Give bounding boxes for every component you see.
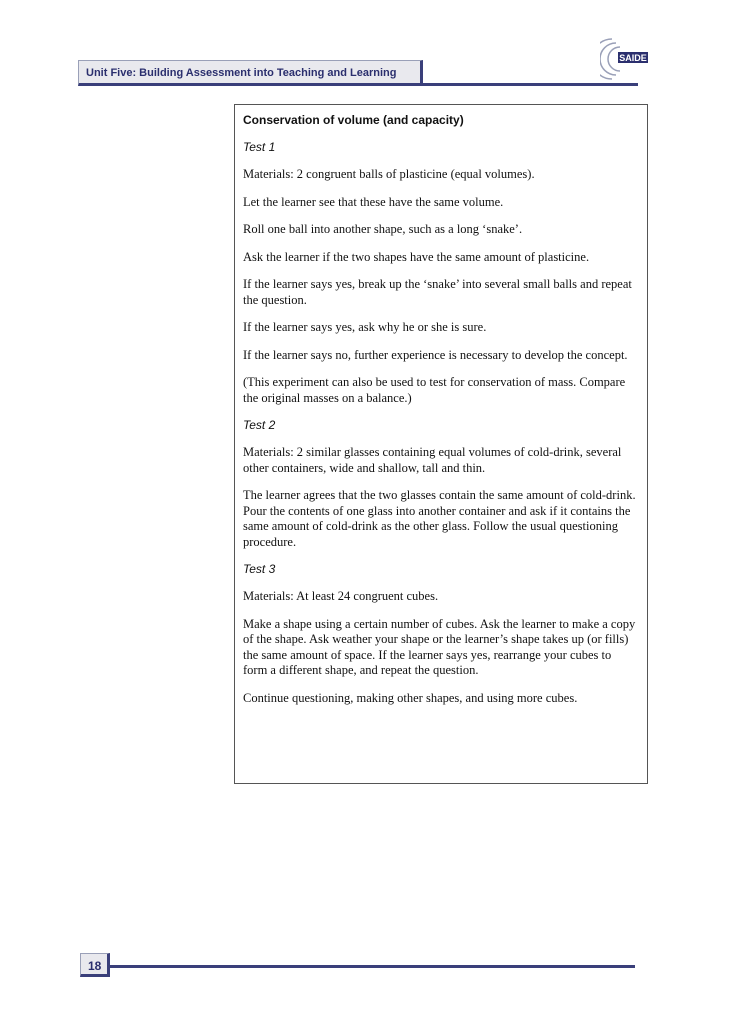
test-3-step-2: Continue questioning, making other shapes, and using more cubes. bbox=[243, 690, 578, 705]
activity-content bbox=[243, 113, 638, 718]
test-2-step-1: The learner agrees that the two glasses contain the same amount of cold-drink. Pour the contents of one glass into another container and ask if it contains the same amount of cold-drink as the other glass. Follow the usual questioning procedure. bbox=[243, 488, 636, 549]
unit-title: Unit Five: Building Assessment into Teaching and Learning bbox=[86, 67, 397, 79]
test-3-step-1: Make a shape using a certain number of cubes. Ask the learner to make a copy of the shape. Ask weather your shape or the learner’s shape takes up (or fills) the same amount of space. If the learner says yes, rearrange your cubes to form a different shape, and repeat the question. bbox=[243, 616, 636, 677]
test-1-materials: Materials: 2 congruent balls of plasticine (equal volumes). bbox=[243, 167, 535, 181]
test-1-step-1: Let the learner see that these have the same volume. bbox=[243, 194, 504, 209]
test-2-label: Test 2 bbox=[243, 418, 276, 432]
test-1-step-2: Roll one ball into another shape, such as a long ‘snake’. bbox=[243, 222, 523, 236]
test-1-step-6: If the learner says no, further experience is necessary to develop the concept. bbox=[243, 347, 628, 362]
page-number: 18 bbox=[88, 959, 102, 973]
test-1-label: Test 1 bbox=[243, 140, 276, 154]
header-rule bbox=[423, 83, 638, 86]
test-3-label: Test 3 bbox=[243, 562, 276, 576]
footer-rule bbox=[110, 965, 635, 968]
saide-logo bbox=[600, 35, 648, 83]
test-1-note: (This experiment can also be used to test for conservation of mass. Compare the original masses on a balance.) bbox=[243, 375, 626, 405]
logo-text: SAIDE bbox=[619, 53, 647, 63]
test-1-step-5: If the learner says yes, ask why he or she is sure. bbox=[243, 320, 487, 334]
test-2-materials: Materials: 2 similar glasses containing equal volumes of cold-drink, several other containers, wide and shallow, tall and thin. bbox=[243, 445, 622, 475]
section-heading: Conservation of volume (and capacity) bbox=[243, 113, 464, 127]
test-1-step-4: If the learner says yes, break up the ‘snake’ into several small balls and repeat the question. bbox=[243, 277, 632, 307]
test-1-step-3: Ask the learner if the two shapes have the same amount of plasticine. bbox=[243, 249, 590, 264]
test-3-materials: Materials: At least 24 congruent cubes. bbox=[243, 589, 439, 603]
